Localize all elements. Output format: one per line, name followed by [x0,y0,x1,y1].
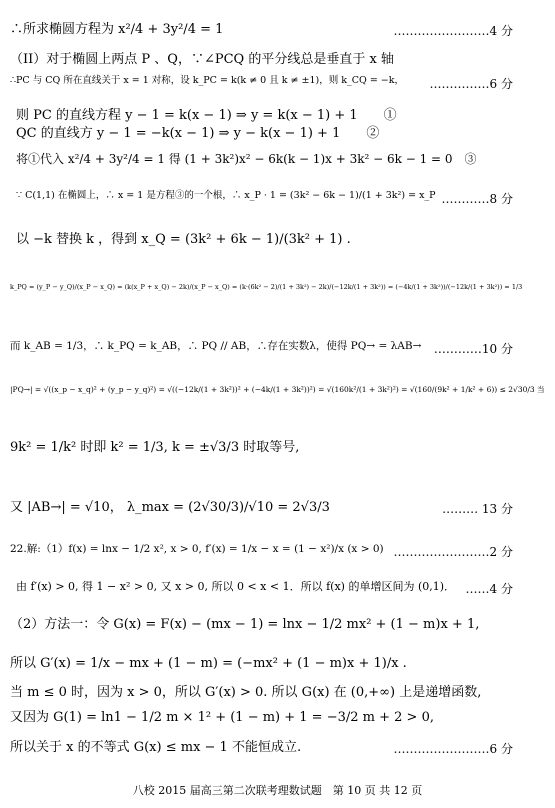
page-footer: 八校 2015 届高三第二次联考理数试题 第 10 页 共 12 页 [132,784,423,797]
line-text: 则 PC 的直线方程 y − 1 = k(x − 1) ⇒ y = k(x − 1) + 1 ① [16,108,397,123]
score: ……………6 分 [429,77,513,91]
line-text: 所以 G′(x) = 1/x − mx + (1 − m) = (−mx² + (1 − m)x + 1)/x . [10,656,407,671]
line-text: （2）方法一：令 G(x) = F(x) − (mx − 1) = lnx − 1/2 mx² + (1 − m)x + 1, [10,617,480,632]
line-text: 又 |AB→| = √10， λ_max = (2√30/3)/√10 = 2√3/3 [10,500,330,515]
line-text: k_PQ = (y_P − y_Q)/(x_P − x_Q) = (k(x_P + x_Q) − 2k)/(x_P − x_Q) = (k·(6k² − 2)/(1 + 3k²) − 2k)/(−12k/(1 + 3k²)) = (−4k/(1 + 3k²))/(−12k/(1 + 3k²)) = 1/3 [10,283,523,291]
line-text: 而 k_AB = 1/3，∴ k_PQ = k_AB，∴ PQ // AB，∴存在实数λ，使得 PQ→ = λAB→ [10,340,422,352]
line-text: （II）对于椭圆上两点 P 、Q，∵∠PCQ 的平分线总是垂直于 x 轴 [10,52,394,67]
line-text: QC 的直线方 y − 1 = −k(x − 1) ⇒ y − k(x − 1) + 1 ② [16,126,380,141]
line-text: 9k² = 1/k² 时即 k² = 1/3, k = ±√3/3 时取等号, [10,440,300,455]
line-text: ∴PC 与 CQ 所在直线关于 x = 1 对称，设 k_PC = k(k ≠ 0 且 k ≠ ±1)，则 k_CQ = −k， [10,75,405,86]
score: ……………………2 分 [393,545,513,559]
score: ……4 分 [465,582,513,596]
line-text: |PQ→| = √((x_p − x_q)² + (y_p − y_q)²) = √((−12k/(1 + 3k²))² + (−4k/(1 + 3k²))²) = √(160k²/(1 + 3k²)²) = √(160/(9k² + 1/k² + 6)) ≤ 2√30/3 当 [10,385,545,394]
line-text: 将①代入 x²/4 + 3y²/4 = 1 得 (1 + 3k²)x² − 6k(k − 1)x + 3k² − 6k − 1 = 0 ③ [16,152,477,166]
line-text: ∴所求椭圆方程为 x²/4 + 3y²/4 = 1 [10,22,224,37]
line-text: 当 m ≤ 0 时，因为 x > 0，所以 G′(x) > 0. 所以 G(x) 在 (0,+∞) 上是递增函数, [10,685,482,700]
line-text: 22.解:（1）f(x) = lnx − 1/2 x², x > 0, f′(x) = 1/x − x = (1 − x²)/x (x > 0) [10,543,384,555]
score: ……………………6 分 [393,742,513,756]
score: …………8 分 [441,192,513,206]
line-text: 所以关于 x 的不等式 G(x) ≤ mx − 1 不能恒成立. [10,740,302,755]
score: ……… 13 分 [442,502,513,516]
line-text: 又因为 G(1) = ln1 − 1/2 m × 1² + (1 − m) + 1 = −3/2 m + 2 > 0, [10,710,434,725]
line-text: ∵ C(1,1) 在椭圆上，∴ x = 1 是方程③的一个根，∴ x_P · 1 = (3k² − 6k − 1)/(1 + 3k²) = x_P [16,190,436,201]
line-text: 由 f′(x) > 0, 得 1 − x² > 0, 又 x > 0, 所以 0 < x < 1．所以 f(x) 的单增区间为 (0,1)． [16,580,456,593]
score: ……………………4 分 [393,24,513,38]
score: …………10 分 [433,342,513,356]
line-text: 以 −k 替换 k ，得到 x_Q = (3k² + 6k − 1)/(3k² + 1) . [16,232,351,247]
